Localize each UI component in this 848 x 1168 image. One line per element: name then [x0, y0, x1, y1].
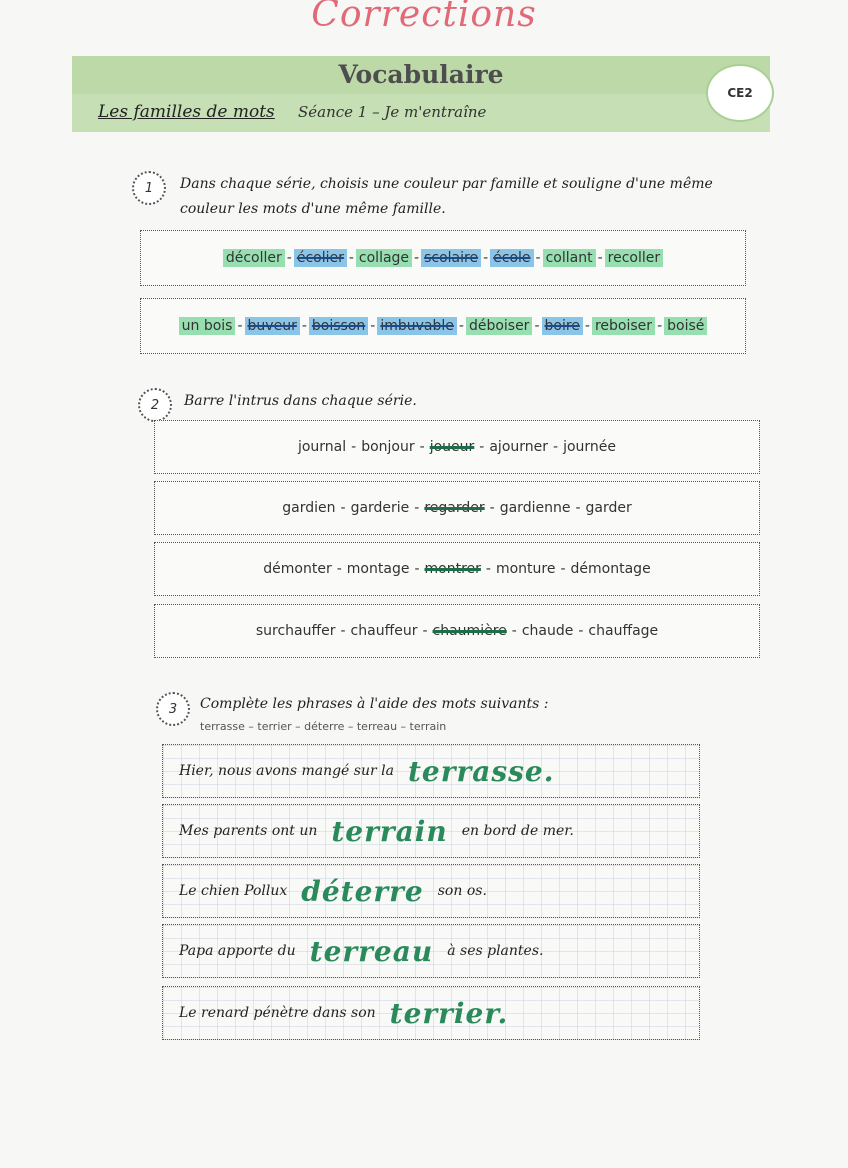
handwritten-answer: déterre — [301, 874, 424, 908]
series-word: décoller — [223, 249, 285, 267]
handwritten-answer: terreau — [309, 934, 434, 968]
word-separator: - — [458, 318, 464, 334]
word-separator: - — [511, 623, 517, 639]
exercise-2-series-3 — [154, 542, 760, 596]
handwritten-answer: terrasse. — [407, 754, 555, 788]
series-word: recoller — [605, 249, 663, 267]
word-separator: - — [419, 439, 425, 455]
word-separator: - — [657, 318, 663, 334]
series-word: ajourner — [489, 439, 549, 455]
sentence-start: Hier, nous avons mangé sur la — [179, 763, 394, 779]
series-word: scolaire — [421, 249, 481, 267]
exercise-1-number: 1 — [132, 171, 166, 205]
sentence-line — [162, 924, 700, 978]
word-separator: - — [584, 318, 590, 334]
exercise-2-instruction: Barre l'intrus dans chaque série. — [184, 393, 417, 409]
word-separator: - — [336, 561, 342, 577]
word-separator: - — [535, 250, 541, 266]
series-word: montage — [346, 561, 410, 577]
word-separator: - — [597, 250, 603, 266]
series-word: boisé — [664, 317, 707, 335]
intruder-word: regarder — [424, 500, 485, 516]
sentence-line — [162, 804, 700, 858]
series-word: buveur — [245, 317, 300, 335]
word-separator: - — [340, 623, 346, 639]
sentence-line — [162, 864, 700, 918]
series-word: démonter — [263, 561, 332, 577]
series-word: un bois — [179, 317, 236, 335]
intruder-word: chaumière — [432, 623, 507, 639]
series-word: chauffeur — [350, 623, 418, 639]
series-word: collage — [356, 249, 412, 267]
exercise-2-series-4 — [154, 604, 760, 658]
sentence-start: Le renard pénètre dans son — [179, 1005, 376, 1021]
sentence-start: Le chien Pollux — [179, 883, 288, 899]
word-separator: - — [575, 500, 581, 516]
series-word: gardien — [282, 500, 336, 516]
page-title: Corrections — [311, 0, 537, 35]
series-word: boisson — [309, 317, 368, 335]
exercise-1-series-2 — [140, 298, 746, 354]
series-word: boire — [542, 317, 583, 335]
exercise-1-instruction: Dans chaque série, choisis une couleur par famille et souligne d'une même couleur les mots d'une même famille. — [180, 176, 713, 217]
word-separator: - — [422, 623, 428, 639]
handwritten-answer: terrier. — [389, 996, 509, 1030]
intruder-word: joueur — [429, 439, 475, 455]
exercise-1-series-1 — [140, 230, 746, 286]
series-word: gardienne — [499, 500, 571, 516]
lesson-title: Les familles de mots — [98, 102, 275, 122]
series-word: bonjour — [361, 439, 415, 455]
word-separator: - — [414, 500, 420, 516]
level-badge: CE2 — [706, 64, 774, 122]
series-word: collant — [543, 249, 596, 267]
series-word: imbuvable — [377, 317, 457, 335]
word-separator: - — [483, 250, 489, 266]
intruder-word: montrer — [424, 561, 481, 577]
exercise-3-instruction: Complète les phrases à l'aide des mots suivants : — [200, 696, 549, 712]
word-separator: - — [351, 439, 357, 455]
session-label: Séance 1 – Je m'entraîne — [298, 103, 487, 121]
word-separator: - — [237, 318, 243, 334]
header-banner — [72, 56, 770, 132]
exercise-3-number: 3 — [156, 692, 190, 726]
sentence-end: en bord de mer. — [461, 823, 574, 839]
sentence-end: à ses plantes. — [447, 943, 544, 959]
series-word: chaude — [521, 623, 574, 639]
sentence-line — [162, 986, 700, 1040]
handwritten-answer: terrain — [331, 814, 448, 848]
subject-title: Vocabulaire — [338, 60, 504, 89]
word-separator: - — [534, 318, 540, 334]
series-word: journal — [297, 439, 347, 455]
word-separator: - — [414, 561, 420, 577]
series-word: écolier — [294, 249, 347, 267]
series-word: démontage — [570, 561, 651, 577]
sentence-start: Mes parents ont un — [179, 823, 318, 839]
word-separator: - — [340, 500, 346, 516]
word-separator: - — [414, 250, 420, 266]
sentence-line — [162, 744, 700, 798]
exercise-2-series-1 — [154, 420, 760, 474]
word-separator: - — [286, 250, 292, 266]
word-separator: - — [560, 561, 566, 577]
word-separator: - — [348, 250, 354, 266]
series-word: garder — [585, 500, 632, 516]
exercise-2-number: 2 — [138, 388, 172, 422]
series-word: garderie — [350, 500, 410, 516]
word-separator: - — [553, 439, 559, 455]
sentence-start: Papa apporte du — [179, 943, 296, 959]
series-word: reboiser — [592, 317, 655, 335]
word-separator: - — [485, 561, 491, 577]
word-separator: - — [479, 439, 485, 455]
word-separator: - — [489, 500, 495, 516]
exercise-2-series-2 — [154, 481, 760, 535]
exercise-3-word-list: terrasse – terrier – déterre – terreau – terrain — [200, 720, 447, 733]
series-word: école — [490, 249, 533, 267]
series-word: journée — [563, 439, 617, 455]
word-separator: - — [301, 318, 307, 334]
series-word: chauffage — [588, 623, 659, 639]
series-word: déboiser — [466, 317, 533, 335]
word-separator: - — [578, 623, 584, 639]
series-word: surchauffer — [255, 623, 336, 639]
series-word: monture — [495, 561, 556, 577]
sentence-end: son os. — [437, 883, 487, 899]
word-separator: - — [370, 318, 376, 334]
